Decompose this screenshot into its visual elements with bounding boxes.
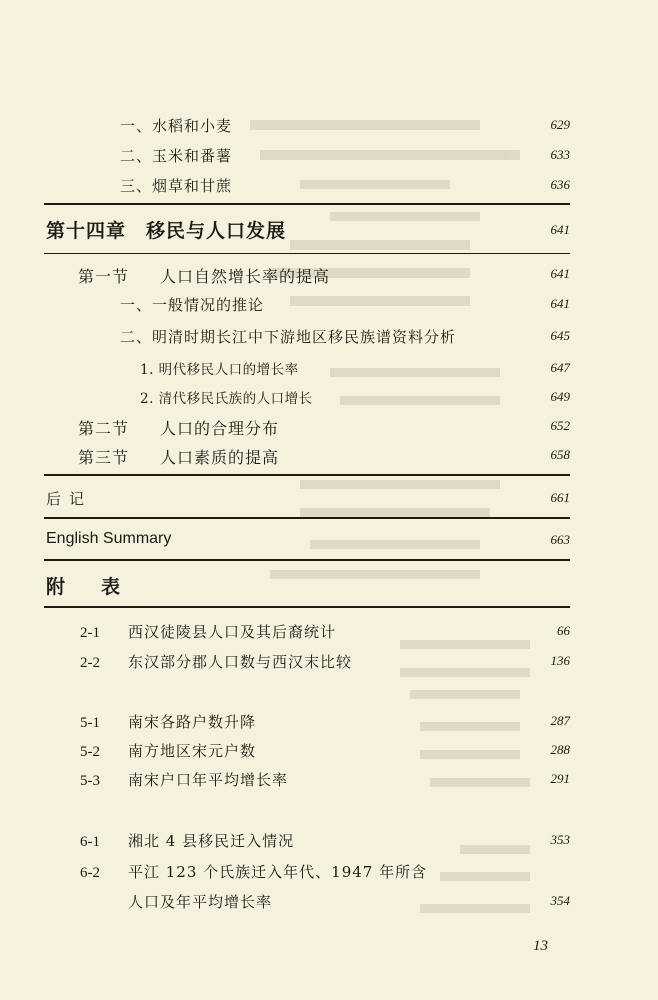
toc-entry-page: 136	[550, 653, 570, 668]
page-number: 13	[533, 938, 548, 954]
toc-table-entry-continuation[interactable]	[44, 887, 570, 915]
toc-entry-page: 66	[557, 623, 570, 638]
table-title: 平江 123 个氏族迁入年代、1947 年所含	[128, 863, 428, 881]
toc-entry-title: 2. 清代移民氏族的人口增长	[140, 391, 313, 407]
table-title: 南宋户口年平均增长率	[128, 771, 289, 789]
table-title-continuation: 人口及年平均增长率	[128, 893, 273, 911]
toc-table-entry[interactable]	[44, 647, 570, 675]
section-title: 人口自然增长率的提高	[160, 267, 331, 286]
section-rule	[44, 203, 570, 205]
toc-entry-title: 一、一般情况的推论	[120, 296, 265, 314]
table-number: 6-1	[80, 834, 100, 850]
toc-table-entry[interactable]	[44, 765, 570, 793]
table-number: 5-1	[80, 715, 100, 731]
section-rule	[44, 517, 570, 519]
toc-table-entry[interactable]	[44, 736, 570, 764]
toc-entry-page: 641	[550, 296, 570, 311]
toc-entry-page: 629	[550, 117, 570, 132]
section-number: 第一节	[78, 267, 130, 286]
table-title: 东汉部分郡人口数与西汉末比较	[128, 653, 353, 671]
toc-entry[interactable]	[44, 141, 570, 169]
toc-entry[interactable]	[44, 171, 570, 199]
toc-entry-page: 658	[550, 447, 570, 462]
section-number: 第二节	[78, 419, 130, 438]
toc-entry-page: 633	[550, 147, 570, 162]
section-rule	[44, 253, 570, 254]
toc-entry-page: 661	[550, 490, 570, 505]
toc-entry[interactable]	[44, 290, 570, 318]
section-title: 人口素质的提高	[160, 448, 280, 467]
toc-chapter-entry[interactable]	[44, 214, 570, 242]
toc-entry-page: 645	[550, 328, 570, 343]
table-title: 南宋各路户数升降	[128, 713, 257, 731]
toc-section-entry[interactable]	[44, 260, 570, 288]
toc-section-entry[interactable]	[44, 412, 570, 440]
toc-entry[interactable]	[44, 383, 570, 411]
table-number: 2-1	[80, 625, 100, 641]
toc-entry-title: 二、玉米和番薯	[120, 147, 233, 165]
toc-entry-page: 641	[550, 266, 570, 281]
toc-entry-page: 291	[550, 771, 570, 786]
toc-entry-page: 353	[550, 832, 570, 847]
toc-entry-page: 641	[550, 222, 570, 237]
toc-entry-page: 636	[550, 177, 570, 192]
table-number: 5-2	[80, 744, 100, 760]
table-number: 6-2	[80, 865, 100, 881]
section-rule	[44, 559, 570, 561]
toc-entry-page: 647	[550, 360, 570, 375]
appendix-heading[interactable]	[44, 568, 570, 596]
toc-chapter-title: 第十四章 移民与人口发展	[46, 220, 287, 242]
table-title: 湘北 4 县移民迁入情况	[128, 832, 295, 850]
toc-entry-page: 663	[550, 532, 570, 547]
table-number: 2-2	[80, 655, 100, 671]
toc-entry-page: 354	[550, 893, 570, 908]
toc-entry-title: 一、水稻和小麦	[120, 117, 233, 135]
toc-entry[interactable]	[44, 526, 570, 554]
toc-entry-title: 后记	[46, 490, 93, 508]
toc-section-entry[interactable]	[44, 441, 570, 469]
section-number: 第三节	[78, 448, 130, 467]
toc-entry-title: 1. 明代移民人口的增长率	[140, 362, 299, 378]
toc-entry-page: 652	[550, 418, 570, 433]
toc-entry-title: English Summary	[46, 530, 172, 547]
toc-entry-page: 287	[550, 713, 570, 728]
toc-table-entry[interactable]	[44, 617, 570, 645]
toc-entry-page: 288	[550, 742, 570, 757]
toc-entry[interactable]	[44, 354, 570, 382]
table-title: 南方地区宋元户数	[128, 742, 257, 760]
toc-table-entry[interactable]	[44, 707, 570, 735]
toc-table-entry[interactable]	[44, 857, 570, 885]
toc-entry[interactable]	[44, 111, 570, 139]
toc-entry-title: 二、明清时期长江中下游地区移民族谱资料分析	[120, 328, 457, 346]
table-title: 西汉徒陵县人口及其后裔统计	[128, 623, 337, 641]
table-number: 5-3	[80, 773, 100, 789]
section-title: 人口的合理分布	[160, 419, 280, 438]
toc-entry[interactable]	[44, 322, 570, 350]
toc-entry-page: 649	[550, 389, 570, 404]
toc-entry-title: 三、烟草和甘蔗	[120, 177, 233, 195]
appendix-heading-title: 附表	[46, 576, 157, 598]
section-rule	[44, 606, 570, 608]
toc-entry[interactable]	[44, 484, 570, 512]
section-rule	[44, 474, 570, 476]
toc-table-entry[interactable]	[44, 826, 570, 854]
